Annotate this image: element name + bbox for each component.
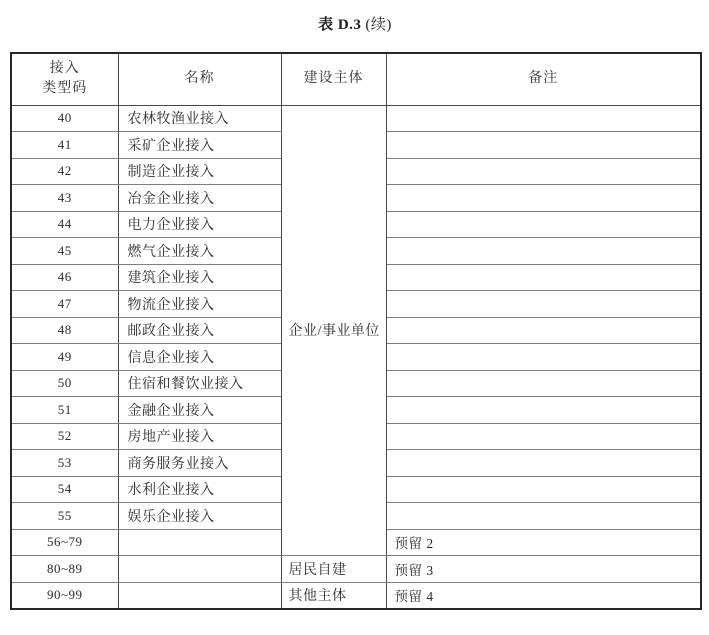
remark-cell [386, 158, 701, 185]
code-cell: 52 [11, 423, 118, 450]
col-header-access-type-code-line1: 接入 [49, 61, 80, 77]
table-caption-number: 表 D.3 [318, 17, 362, 33]
code-cell: 49 [11, 344, 118, 371]
remark-cell: 预留 2 [386, 529, 701, 556]
table-row [11, 556, 701, 583]
name-cell: 邮政企业接入 [118, 317, 281, 344]
code-cell: 54 [11, 476, 118, 503]
builder-cell-enterprise: 企业/事业单位 [281, 105, 386, 556]
table-row [11, 582, 701, 609]
name-cell: 农林牧渔业接入 [118, 105, 281, 132]
col-header-name: 名称 [118, 53, 281, 105]
code-cell: 56~79 [11, 529, 118, 556]
remark-cell [386, 211, 701, 238]
name-cell: 建筑企业接入 [118, 264, 281, 291]
name-cell: 物流企业接入 [118, 291, 281, 318]
remark-cell [386, 344, 701, 371]
name-cell [118, 556, 281, 583]
code-cell: 43 [11, 185, 118, 212]
name-cell [118, 582, 281, 609]
name-cell: 金融企业接入 [118, 397, 281, 424]
remark-cell: 预留 3 [386, 556, 701, 583]
code-cell: 45 [11, 238, 118, 265]
name-cell: 商务服务业接入 [118, 450, 281, 477]
builder-cell-resident: 居民自建 [281, 556, 386, 583]
code-cell: 90~99 [11, 582, 118, 609]
code-cell: 46 [11, 264, 118, 291]
header-row [11, 53, 701, 105]
name-cell: 娱乐企业接入 [118, 503, 281, 530]
remark-cell [386, 185, 701, 212]
code-cell: 50 [11, 370, 118, 397]
name-cell: 制造企业接入 [118, 158, 281, 185]
remark-cell [386, 423, 701, 450]
name-cell: 采矿企业接入 [118, 132, 281, 159]
name-cell: 水利企业接入 [118, 476, 281, 503]
code-cell: 44 [11, 211, 118, 238]
code-cell: 40 [11, 105, 118, 132]
code-cell: 51 [11, 397, 118, 424]
table-caption [10, 13, 700, 34]
col-header-remark: 备注 [386, 53, 701, 105]
name-cell: 冶金企业接入 [118, 185, 281, 212]
code-cell: 41 [11, 132, 118, 159]
code-cell: 42 [11, 158, 118, 185]
remark-cell [386, 317, 701, 344]
remark-cell [386, 476, 701, 503]
remark-cell [386, 397, 701, 424]
code-cell: 48 [11, 317, 118, 344]
col-header-builder: 建设主体 [281, 53, 386, 105]
col-header-access-type-code [11, 53, 118, 105]
remark-cell [386, 503, 701, 530]
remark-cell [386, 450, 701, 477]
name-cell [118, 529, 281, 556]
code-cell: 80~89 [11, 556, 118, 583]
remark-cell [386, 264, 701, 291]
table-row [11, 105, 701, 132]
remark-cell [386, 132, 701, 159]
remark-cell [386, 291, 701, 318]
remark-cell: 预留 4 [386, 582, 701, 609]
table-caption-continued: (续) [365, 17, 392, 33]
remark-cell [386, 105, 701, 132]
name-cell: 燃气企业接入 [118, 238, 281, 265]
access-type-code-table [10, 52, 702, 610]
code-cell: 55 [11, 503, 118, 530]
code-cell: 47 [11, 291, 118, 318]
remark-cell [386, 238, 701, 265]
remark-cell [386, 370, 701, 397]
builder-cell-other: 其他主体 [281, 582, 386, 609]
name-cell: 住宿和餐饮业接入 [118, 370, 281, 397]
name-cell: 房地产业接入 [118, 423, 281, 450]
code-cell: 53 [11, 450, 118, 477]
name-cell: 电力企业接入 [118, 211, 281, 238]
col-header-access-type-code-line2: 类型码 [42, 81, 88, 97]
name-cell: 信息企业接入 [118, 344, 281, 371]
